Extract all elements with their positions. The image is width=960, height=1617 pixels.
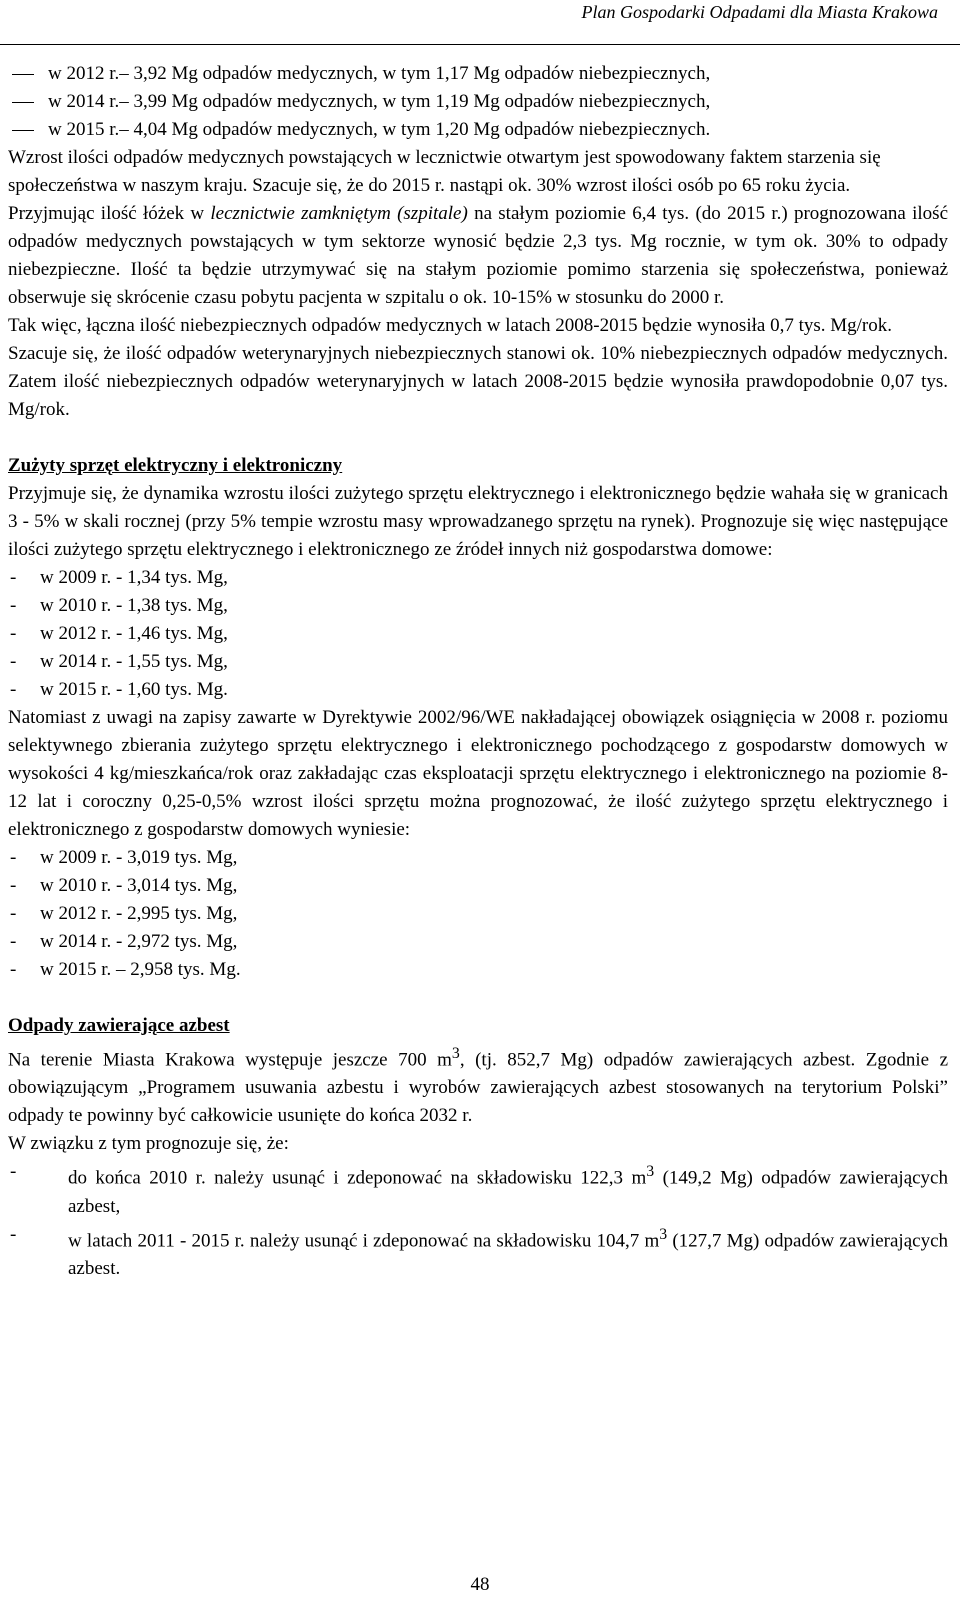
superscript: 3 — [451, 1045, 460, 1062]
header-title: Plan Gospodarki Odpadami dla Miasta Krakowa — [581, 2, 938, 22]
document-body — [8, 60, 948, 1283]
text-run: , (tj. 852,7 Mg) odpadów zawierających azbest. Zgodnie z obowiązującym „Programem usuwania azbestu i wyrobów zawierających azbest stosowanych na terytorium Polski” odpady te powinny być całkowicie usunięte do końca 2032 r. — [8, 1049, 949, 1127]
list-item — [8, 1158, 948, 1220]
page-header — [0, 0, 960, 45]
text-run: (149,2 Mg) odpadów zawierających azbest, — [68, 1167, 948, 1217]
list-item: - w 2009 r. - 3,019 tys. Mg, — [8, 844, 948, 872]
section-heading: Zużyty sprzęt elektryczny i elektroniczny — [8, 455, 343, 476]
paragraph: Natomiast z uwagi na zapisy zawarte w Dyrektywie 2002/96/WE nakładającej obowiązek osiągnięcia w 2008 r. poziomu selektywnego zbierania zużytego sprzętu elektrycznego i elektronicznego pochodzącego z gospodarstw domowych w wysokości 4 kg/mieszkańca/rok oraz zakładając czas eksploatacji sprzętu elektrycznego i elektronicznego na poziomie 8-12 lat i coroczny 0,25-0,5% wzrost ilości sprzętu można prognozować, że ilość zużytego sprzętu elektrycznego i elektronicznego z gospodarstw domowych wyniesie: — [8, 707, 948, 840]
text-run: do końca 2010 r. należy usunąć i zdeponować na składowisku 122,3 m — [68, 1167, 647, 1189]
list-item: - w 2009 r. - 1,34 tys. Mg, — [8, 564, 948, 592]
list-item: - w 2012 r. - 2,995 tys. Mg, — [8, 900, 948, 928]
paragraph: Wzrost ilości odpadów medycznych powstających w lecznictwie otwartym jest spowodowany faktem starzenia się społeczeństwa w naszym kraju. Szacuje się, że do 2015 r. nastąpi ok. 30% wzrost ilości osób po 65 roku życia. — [8, 147, 881, 196]
list-item: - w 2010 r. - 1,38 tys. Mg, — [8, 592, 948, 620]
text-run: Przyjmując ilość łóżek w — [8, 203, 211, 224]
paragraph: Przyjmuje się, że dynamika wzrostu ilości zużytego sprzętu elektrycznego i elektronicznego będzie wahała się w granicach 3 - 5% w skali rocznej (przy 5% tempie wzrostu masy wprowadzanego sprzętu na rynek). Prognozuje się więc następujące ilości zużytego sprzętu elektrycznego i elektronicznego ze źródeł innych niż gospodarstwa domowe: — [8, 483, 948, 560]
list-item: - w 2015 r. – 2,958 tys. Mg. — [8, 956, 948, 984]
list-item: - w 2014 r. - 2,972 tys. Mg, — [8, 928, 948, 956]
text-run: w latach 2011 - 2015 r. należy usunąć i zdeponować na składowisku 104,7 m — [68, 1229, 660, 1251]
electronics-list-1 — [8, 564, 948, 704]
paragraph — [8, 1040, 948, 1130]
list-item: w 2015 r.– 4,04 Mg odpadów medycznych, w tym 1,20 Mg odpadów niebezpiecznych. — [8, 116, 948, 144]
text-run: Na terenie Miasta Krakowa występuje jeszcze 700 m — [8, 1049, 452, 1071]
superscript: 3 — [659, 1225, 668, 1243]
list-item: - w 2010 r. - 3,014 tys. Mg, — [8, 872, 948, 900]
electronics-list-2 — [8, 844, 948, 984]
asbestos-list — [8, 1158, 948, 1283]
paragraph: Tak więc, łączna ilość niebezpiecznych odpadów medycznych w latach 2008-2015 będzie wynosiła 0,7 tys. Mg/rok. — [8, 315, 892, 336]
page-number: 48 — [470, 1574, 490, 1595]
list-item: - w 2012 r. - 1,46 tys. Mg, — [8, 620, 948, 648]
list-item — [8, 1221, 948, 1283]
paragraph — [8, 200, 948, 312]
list-item: - w 2014 r. - 1,55 tys. Mg, — [8, 648, 948, 676]
paragraph: Szacuje się, że ilość odpadów weterynaryjnych niebezpiecznych stanowi ok. 10% niebezpiecznych odpadów medycznych. Zatem ilość niebezpiecznych odpadów weterynaryjnych w latach 2008-2015 będzie wynosiła prawdopodobnie 0,07 tys. Mg/rok. — [8, 343, 948, 420]
list-item: w 2012 r.– 3,92 Mg odpadów medycznych, w tym 1,17 Mg odpadów niebezpiecznych, — [8, 60, 948, 88]
medical-waste-list — [8, 60, 948, 144]
list-item: - w 2015 r. - 1,60 tys. Mg. — [8, 676, 948, 704]
text-run: (127,7 Mg) odpadów zawierających azbest. — [68, 1229, 949, 1279]
paragraph: W związku z tym prognozuje się, że: — [8, 1133, 289, 1155]
text-run: na stałym poziomie 6,4 tys. (do 2015 r.) prognozowana ilość odpadów medycznych powstających w tym sektorze wynosić będzie 2,3 tys. Mg rocznie, w tym ok. 30% to odpady niebezpieczne. Ilość ta będzie utrzymywać się na stałym poziomie pomimo starzenia się społeczeństwa, ponieważ obserwuje się skrócenie czasu pobytu pacjenta w szpitalu o ok. 10-15% w stosunku do 2000 r. — [8, 203, 948, 308]
list-item: w 2014 r.– 3,99 Mg odpadów medycznych, w tym 1,19 Mg odpadów niebezpiecznych, — [8, 88, 948, 116]
italic-text: lecznictwie zamkniętym (szpitale) — [210, 203, 468, 224]
section-heading: Odpady zawierające azbest — [8, 1015, 230, 1036]
superscript: 3 — [646, 1163, 655, 1181]
